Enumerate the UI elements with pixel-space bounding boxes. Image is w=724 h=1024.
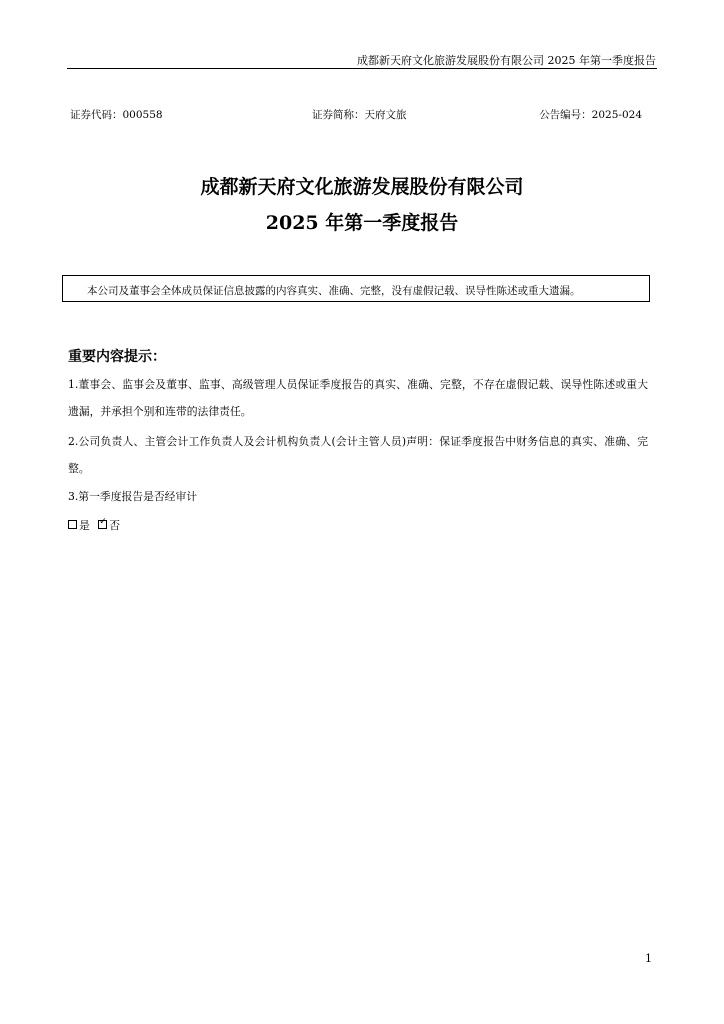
running-header: 成都新天府文化旅游发展股份有限公司 2025 年第一季度报告: [357, 54, 656, 67]
notice-item-1: 1.董事会、监事会及董事、监事、高级管理人员保证季度报告的真实、准确、完整，不存在虚假记载、误导性陈述或重大遗漏，并承担个别和连带的法律责任。: [68, 378, 648, 418]
checked-box-icon: [98, 520, 107, 529]
audit-yes-label: 是: [79, 519, 90, 532]
header-rule: [67, 68, 657, 69]
statement-text: 本公司及董事会全体成员保证信息披露的内容真实、准确、完整，没有虚假记载、误导性陈述或重大遗漏。: [87, 285, 581, 297]
security-abbreviation: 证券简称：天府文旅: [312, 109, 407, 121]
unchecked-box-icon: [68, 520, 77, 529]
report-title: 2025 年第一季度报告: [265, 212, 459, 234]
notice-item-3: 3.第一季度报告是否经审计: [68, 490, 198, 503]
statement-box: [62, 275, 650, 302]
notice-item-2: 2.公司负责人、主管会计工作负责人及会计机构负责人(会计主管人员)声明：保证季度报告中财务信息的真实、准确、完整。: [68, 435, 648, 475]
audit-no-label: 否: [109, 519, 121, 532]
notice-number: 公告编号：2025-024: [539, 109, 642, 121]
company-title: 成都新天府文化旅游发展股份有限公司: [200, 176, 524, 198]
audit-options: [68, 518, 120, 533]
page-number: 1: [645, 952, 652, 965]
section-heading: 重要内容提示：: [68, 349, 166, 365]
security-code: 证券代码：000558: [70, 109, 163, 121]
